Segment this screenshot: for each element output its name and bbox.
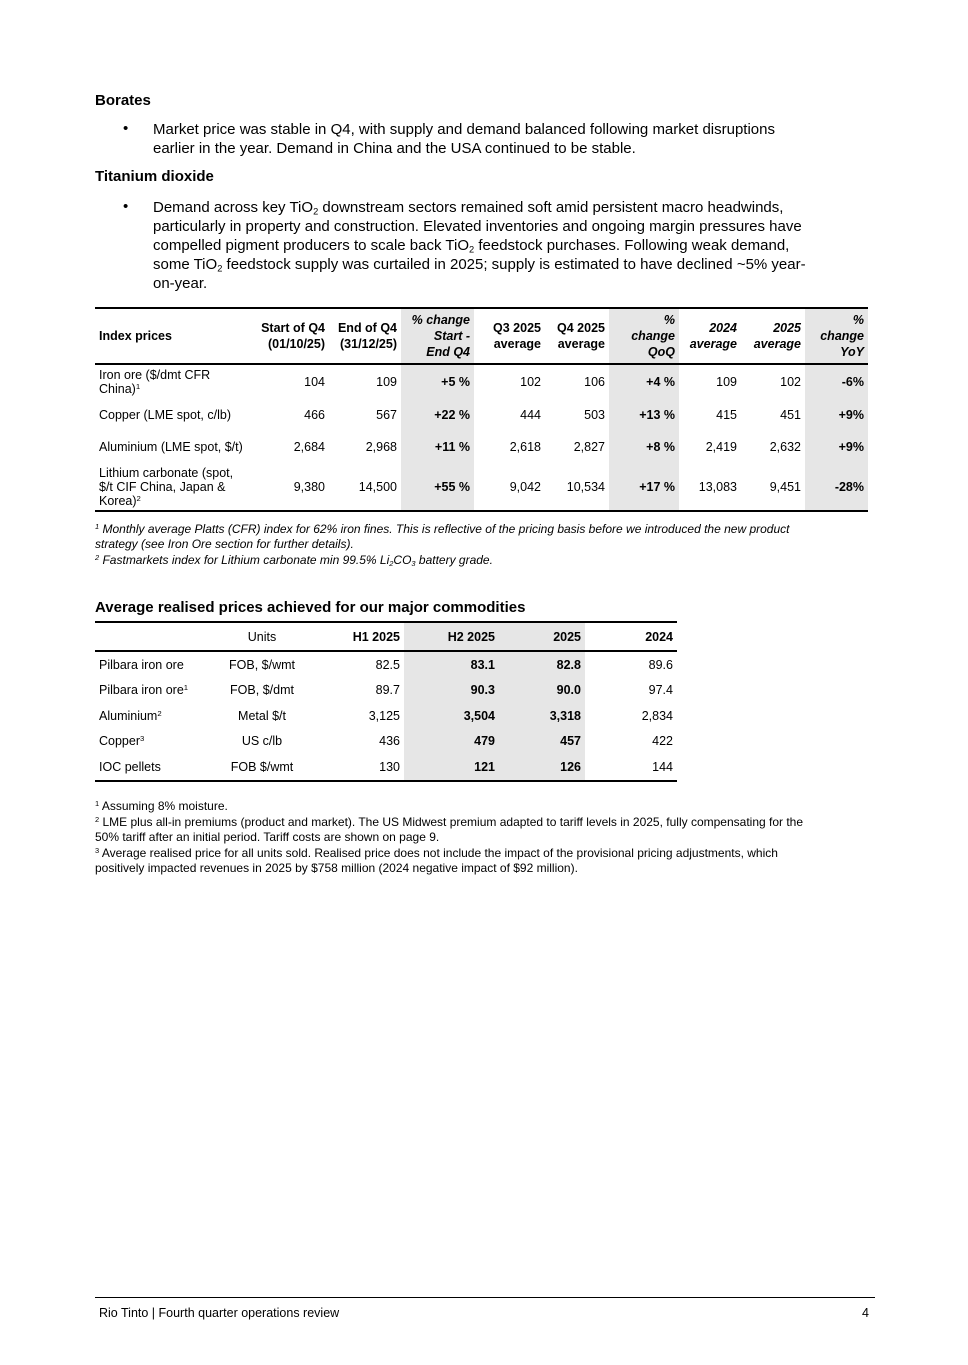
borates-heading: Borates — [95, 92, 151, 109]
page-number: 4 — [862, 1306, 869, 1320]
row-label: Copper (LME spot, c/lb) — [99, 408, 231, 422]
row-label: IOC pellets — [95, 754, 205, 781]
footer-divider — [95, 1297, 875, 1298]
column-header: % change Start - End Q4 — [401, 308, 474, 364]
column-header: Units — [205, 622, 319, 651]
table-row — [95, 431, 868, 463]
table-cell: 104 — [304, 375, 325, 389]
table-cell: 2,419 — [705, 440, 737, 454]
table-header-row — [95, 622, 677, 651]
table-cell: 130 — [319, 754, 404, 781]
table-cell: +22 % — [401, 399, 474, 431]
borates-paragraph — [153, 120, 865, 158]
table-cell: 126 — [499, 754, 585, 781]
table-cell: 2,834 — [641, 708, 673, 723]
realised-prices-title: Average realised prices achieved for our major commodities — [95, 599, 526, 616]
bullet-icon: • — [123, 198, 129, 215]
table-cell: 10,534 — [545, 463, 609, 511]
table-cell: 13,083 — [679, 463, 741, 511]
table-cell: 109 — [716, 375, 737, 389]
table-cell: 567 — [376, 408, 397, 422]
table-row — [95, 364, 868, 399]
text-line: Demand across key TiO$_2$ downstream sectors remained soft amid persistent macro headwinds, — [153, 199, 784, 217]
column-header: % change YoY — [805, 308, 868, 364]
table-cell: 121 — [404, 754, 499, 781]
column-header: End of Q4 (31/12/25) — [329, 308, 401, 364]
column-header: H1 2025 — [319, 622, 404, 651]
footnote-3: $^3$ Average realised price for all units sold. Realised price does not include the impact of the provisional pricing adjustments, which positively impacted revenues in 2025 by $758 million (2024 negative impact of $92 million). — [95, 845, 778, 875]
table-cell: 90.0 — [499, 678, 585, 704]
table-cell: FOB, $/dmt — [230, 683, 294, 698]
table-row — [95, 729, 677, 755]
footnote-2: $^2$ LME plus all-in premiums (product and market). The US Midwest premium adapted to tariff levels in 2025, fully compensating for the 50% tariff after an initial period. Tariff costs are shown on page 9. — [95, 814, 804, 844]
table-cell: 2,827 — [573, 440, 605, 454]
table-cell: +11 % — [401, 431, 474, 463]
tio2-heading: Titanium dioxide — [95, 168, 214, 185]
column-header: 2024 average — [679, 308, 741, 364]
table-cell: +5 % — [401, 364, 474, 399]
table-cell: 444 — [520, 408, 541, 422]
row-label: Pilbara iron ore$^1$ — [99, 683, 189, 698]
row-label: Aluminium (LME spot, $/t) — [99, 440, 243, 454]
table-cell: 14,500 — [329, 463, 401, 511]
table-row — [95, 463, 868, 511]
table-row — [95, 399, 868, 431]
table-cell: +4 % — [609, 364, 679, 399]
text-line: Market price was stable in Q4, with supply and demand balanced following market disruptions — [153, 121, 775, 138]
table-cell: 102 — [520, 375, 541, 389]
table-cell: +9% — [805, 399, 868, 431]
table-cell: -6% — [805, 364, 868, 399]
bullet-icon: • — [123, 120, 129, 137]
column-header: % change QoQ — [609, 308, 679, 364]
table-cell: 466 — [304, 408, 325, 422]
column-header: H2 2025 — [404, 622, 499, 651]
column-header: 2025 — [499, 622, 585, 651]
table-cell: 451 — [780, 408, 801, 422]
footnote-2: $^2$ Fastmarkets index for Lithium carbonate min 99.5% $Li_2CO_3$ battery grade. — [95, 552, 493, 568]
text-line: on-year. — [153, 275, 208, 292]
table-cell: 102 — [780, 375, 801, 389]
table-cell: 83.1 — [404, 651, 499, 678]
text-line: some TiO$_2$ feedstock supply was curtailed in 2025; supply is estimated to have declined ~5% year- — [153, 256, 806, 274]
column-header: Start of Q4 (01/10/25) — [253, 308, 329, 364]
table-cell: 82.8 — [499, 651, 585, 678]
table-cell: 3,504 — [404, 703, 499, 729]
column-header — [95, 622, 205, 651]
footer-title: Rio Tinto | Fourth quarter operations review — [99, 1306, 340, 1320]
footnote-1: $^1$ Monthly average Platts (CFR) index for 62% iron fines. This is reflective of the pricing basis before we introduced the new product strategy (see Iron Ore section for further details). — [95, 521, 790, 551]
row-label: Iron ore ($/dmt CFR China)$^1$ — [99, 368, 211, 396]
column-header: 2024 — [585, 622, 677, 651]
text-line: earlier in the year. Demand in China and the USA continued to be stable. — [153, 140, 636, 157]
table-cell: 89.6 — [648, 657, 673, 672]
table-cell: 2,684 — [293, 440, 325, 454]
table-cell: -28% — [805, 463, 868, 511]
row-label: Copper$^3$ — [99, 734, 145, 749]
table-row — [95, 651, 677, 678]
table-cell: 436 — [379, 734, 400, 749]
column-header: Q3 2025 average — [474, 308, 545, 364]
table-cell: +17 % — [609, 463, 679, 511]
column-header: Q4 2025 average — [545, 308, 609, 364]
table-cell: +13 % — [609, 399, 679, 431]
index-prices-table — [95, 307, 868, 512]
table-cell: +9% — [805, 431, 868, 463]
table-cell: US c/lb — [241, 734, 283, 749]
row-label: Pilbara iron ore — [99, 657, 184, 672]
table-row — [95, 703, 677, 729]
table-cell: 3,125 — [368, 708, 400, 723]
table-cell: 9,451 — [741, 463, 805, 511]
table-cell: 9,380 — [253, 463, 329, 511]
text-line: particularly in property and construction. Elevated inventories and ongoing margin pressures have — [153, 218, 802, 235]
footnote-1: $^1$ Assuming 8% moisture. — [95, 798, 228, 813]
table-row — [95, 678, 677, 704]
table-cell: 479 — [404, 729, 499, 755]
row-label: Lithium carbonate (spot, $/t CIF China, Japan & Korea)$^2$ — [95, 463, 253, 511]
table-cell: 2,632 — [769, 440, 801, 454]
table-cell: FOB $/wmt — [205, 754, 319, 781]
table-cell: 2,968 — [365, 440, 397, 454]
table-cell: +8 % — [609, 431, 679, 463]
tio2-paragraph — [153, 198, 865, 293]
table-header-row — [95, 308, 868, 364]
table-cell: 457 — [499, 729, 585, 755]
table-row — [95, 754, 677, 781]
table-cell: 109 — [376, 375, 397, 389]
table-cell: 106 — [584, 375, 605, 389]
table-cell: 3,318 — [499, 703, 585, 729]
column-header: 2025 average — [741, 308, 805, 364]
text-line: compelled pigment producers to scale back TiO$_2$ feedstock purchases. Following weak demand, — [153, 237, 790, 255]
table-cell: 503 — [584, 408, 605, 422]
table-cell: FOB, $/wmt — [229, 657, 295, 672]
realised-prices-table — [95, 621, 677, 782]
table-cell: 90.3 — [404, 678, 499, 704]
table-cell: 89.7 — [375, 683, 400, 698]
table-cell: 144 — [585, 754, 677, 781]
table-cell: +55 % — [401, 463, 474, 511]
table-cell: 422 — [652, 734, 673, 749]
table-cell: 415 — [716, 408, 737, 422]
table-cell: 9,042 — [474, 463, 545, 511]
table-cell: 97.4 — [648, 683, 673, 698]
table-cell: Metal $/t — [238, 708, 286, 723]
table-cell: 82.5 — [375, 657, 400, 672]
column-header: Index prices — [95, 308, 253, 364]
row-label: Aluminium$^2$ — [99, 708, 162, 723]
table-cell: 2,618 — [509, 440, 541, 454]
